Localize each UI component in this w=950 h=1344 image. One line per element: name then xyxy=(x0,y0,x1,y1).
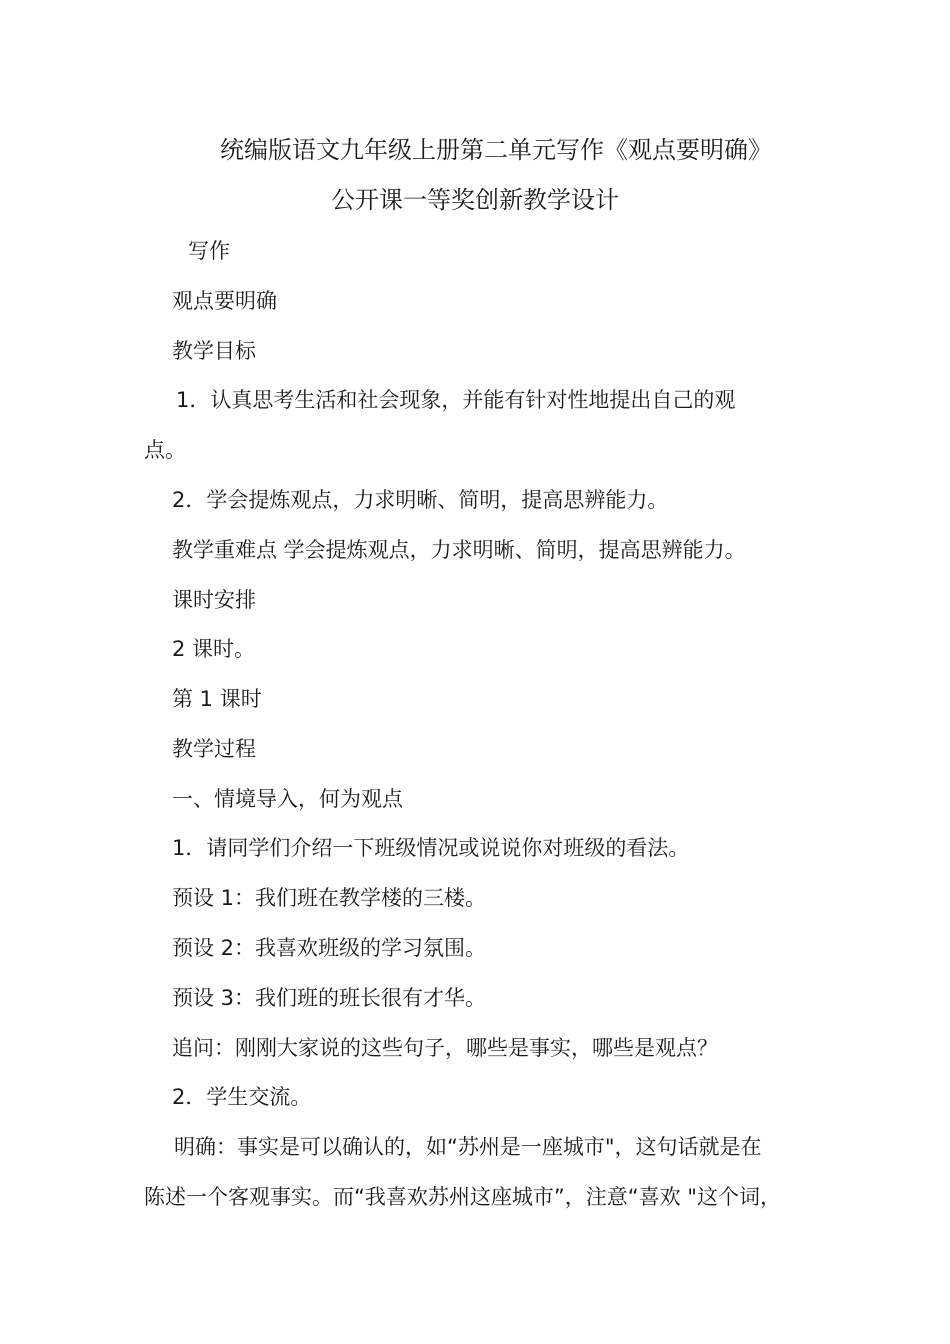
preset-2: 预设 2：我喜欢班级的学习氛围。 xyxy=(172,936,487,960)
paragraph-lesson-count: 2 课时。 xyxy=(172,637,256,661)
goal-2: 2．学会提炼观点，力求明晰、简明，提高思辨能力。 xyxy=(172,488,669,512)
paragraph-key-difficulty: 教学重难点 学会提炼观点，力求明晰、简明，提高思辨能力。 xyxy=(172,538,746,562)
paragraph-writing: 写作 xyxy=(188,239,230,263)
preset-1: 预设 1：我们班在教学楼的三楼。 xyxy=(172,886,487,910)
heading-lesson-1: 第 1 课时 xyxy=(172,687,262,711)
heading-teaching-process: 教学过程 xyxy=(172,737,256,761)
document-title-line-1: 统编版语文九年级上册第二单元写作《观点要明确》 xyxy=(220,136,772,164)
paragraph-topic: 观点要明确 xyxy=(172,289,277,313)
document-title-line-2: 公开课一等奖创新教学设计 xyxy=(331,186,619,214)
section-1-heading: 一、情境导入，何为观点 xyxy=(172,787,403,811)
step-1: 1．请同学们介绍一下班级情况或说说你对班级的看法。 xyxy=(172,836,690,860)
follow-up-question: 追问：刚刚大家说的这些句子，哪些是事实，哪些是观点？ xyxy=(172,1036,718,1060)
goal-1-line-2: 点。 xyxy=(144,438,186,462)
clarification-line-1: 明确：事实是可以确认的，如“苏州是一座城市"，这句话就是在 xyxy=(174,1135,762,1159)
heading-schedule: 课时安排 xyxy=(172,588,256,612)
goal-1-line-1: 1．认真思考生活和社会现象，并能有针对性地提出自己的观 xyxy=(176,388,736,412)
heading-teaching-goals: 教学目标 xyxy=(172,339,256,363)
clarification-line-2: 陈述一个客观事实。而“我喜欢苏州这座城市”，注意“喜欢 "这个词， xyxy=(144,1185,781,1209)
step-2: 2．学生交流。 xyxy=(172,1085,312,1109)
preset-3: 预设 3：我们班的班长很有才华。 xyxy=(172,986,487,1010)
